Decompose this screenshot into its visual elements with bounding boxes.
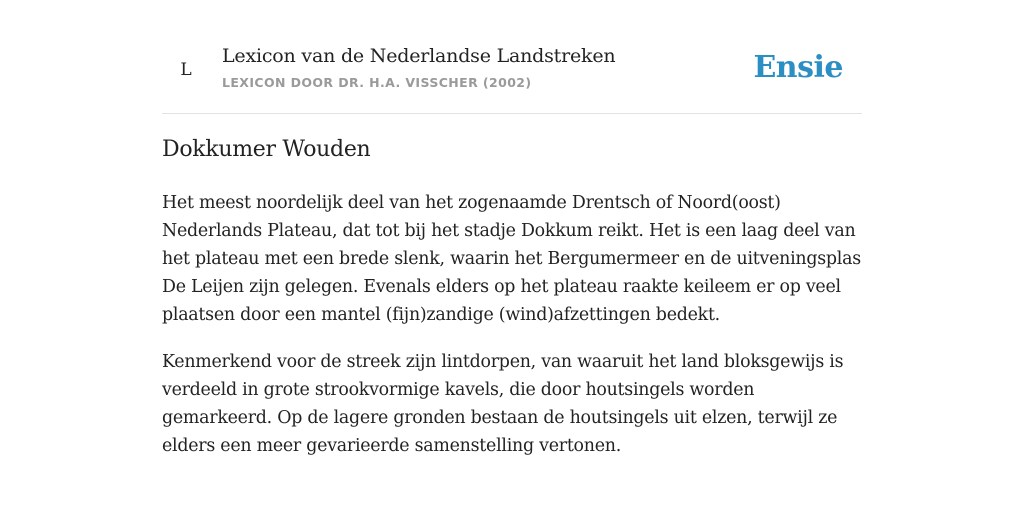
lexicon-letter-icon: L [180,60,192,80]
entry-title: Dokkumer Wouden [162,137,371,162]
lexicon-header [162,0,862,114]
ensie-logo-link[interactable]: Ensie [753,50,843,85]
entry-body [162,189,862,479]
lexicon-title[interactable]: Lexicon van de Nederlandse Landstreken [222,45,616,67]
lexicon-subtitle: LEXICON DOOR DR. H.A. VISSCHER (2002) [222,75,532,90]
article-container [162,0,862,456]
entry-paragraph: Het meest noordelijk deel van het zogenaamde Drentsch of Noord(oost) Nederlands Plateau, dat tot bij het stadje Dokkum reikt. Het is een laag deel van het plateau met een brede slenk, waarin het Bergumermeer en de uitveningsplas De Leijen zijn gelegen. Evenals elders op het plateau raakte keileem er op veel plaatsen door een mantel (fijn)zandige (wind)afzettingen bedekt. [162,193,861,325]
entry-paragraph: Kenmerkend voor de streek zijn lintdorpen, van waaruit het land bloksgewijs is verdeeld in grote strookvormige kavels, die door houtsingels worden gemarkeerd. Op de lagere gronden bestaan de houtsingels uit elzen, terwijl ze elders een meer gevarieerde samenstelling vertonen. [162,352,844,456]
